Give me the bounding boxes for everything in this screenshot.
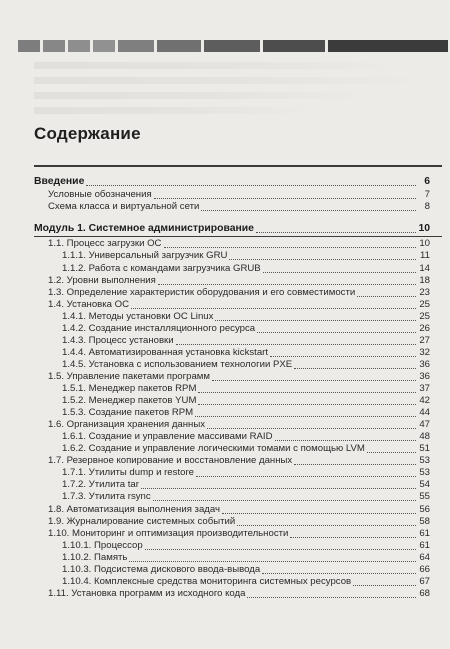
toc-leader-dots xyxy=(353,576,416,586)
toc-page-number: 32 xyxy=(419,346,430,358)
title-rule xyxy=(34,165,442,167)
toc-entry[interactable] xyxy=(0,371,450,383)
toc-leader-dots xyxy=(196,467,416,477)
toc-entry[interactable] xyxy=(0,419,450,431)
toc-entry-title: 1.7.1. Утилиты dump и restore xyxy=(62,467,194,479)
toc-page-number: 48 xyxy=(419,431,430,443)
toc-entry-title: 1.4.3. Процесс установки xyxy=(62,334,174,346)
toc-leader-dots xyxy=(207,419,416,429)
header-bar-segment xyxy=(263,40,325,52)
toc-page-number: 53 xyxy=(419,455,430,467)
toc-page-number: 7 xyxy=(424,188,430,200)
toc-entry-title: 1.1.1. Универсальный загрузчик GRU xyxy=(62,250,228,262)
toc-entry[interactable] xyxy=(0,299,450,311)
toc-entry-title: 1.4.5. Установка с использованием технологии PXE xyxy=(62,358,293,370)
header-bar-segment xyxy=(68,40,90,52)
module-rule xyxy=(34,236,442,238)
header-bar-segment xyxy=(204,40,260,52)
toc-leader-dots xyxy=(212,371,416,381)
toc-entry[interactable] xyxy=(0,455,450,467)
toc-leader-dots xyxy=(294,455,416,465)
toc-page-number: 61 xyxy=(419,539,430,551)
toc-leader-dots xyxy=(263,263,416,273)
toc-page-number: 14 xyxy=(419,262,430,274)
toc-leader-dots xyxy=(141,479,416,489)
toc-entry[interactable] xyxy=(0,323,450,335)
toc-page-number: 26 xyxy=(419,322,430,334)
header-decorative-bar xyxy=(18,40,450,52)
toc-page-number: 36 xyxy=(419,370,430,382)
toc-entry-title: 1.5.3. Создание пакетов RPM xyxy=(62,407,194,419)
toc-leader-dots xyxy=(256,223,416,233)
toc-page-number: 42 xyxy=(419,395,430,407)
toc-page-number: 25 xyxy=(419,310,430,322)
toc-entry-title: 1.5. Управление пакетами программ xyxy=(48,370,210,382)
toc-leader-dots xyxy=(262,564,416,574)
toc-entry-title: 1.1. Процесс загрузки ОС xyxy=(48,238,162,250)
toc-entry[interactable] xyxy=(0,238,450,250)
toc-page-number: 25 xyxy=(419,298,430,310)
toc-page-number: 23 xyxy=(419,286,430,298)
toc-page-number: 37 xyxy=(419,383,430,394)
header-bar-segment xyxy=(328,40,448,52)
toc-entry-title: 1.4.1. Методы установки ОС Linux xyxy=(62,310,214,322)
toc-section-row[interactable] xyxy=(0,176,450,188)
toc-leader-dots xyxy=(222,504,416,514)
toc-entry-title: 1.6. Организация хранения данных xyxy=(48,419,206,431)
toc-entry[interactable] xyxy=(0,311,450,323)
toc-entry-title: 1.7.3. Утилита rsync xyxy=(62,491,151,503)
toc-leader-dots xyxy=(86,176,416,186)
toc-entry[interactable] xyxy=(0,189,450,201)
toc-section-title: Модуль 1. Системное администрирование xyxy=(34,222,254,234)
toc-leader-dots xyxy=(129,552,416,562)
toc-entry-title: 1.1.2. Работа с командами загрузчика GRUB xyxy=(62,262,261,274)
toc-entry[interactable] xyxy=(0,491,450,503)
toc-entry[interactable] xyxy=(0,347,450,359)
toc-entry-title: 1.11. Установка программ из исходного кода xyxy=(48,587,246,599)
toc-leader-dots xyxy=(215,311,416,321)
toc-leader-dots xyxy=(198,383,416,393)
toc-entry[interactable] xyxy=(0,359,450,371)
toc-entry[interactable] xyxy=(0,564,450,576)
header-bar-segment xyxy=(118,40,154,52)
toc-page-number: 10 xyxy=(419,238,430,250)
toc-entry[interactable] xyxy=(0,275,450,287)
toc-entry-title: 1.10.3. Подсистема дискового ввода-вывода xyxy=(62,563,261,575)
toc-leader-dots xyxy=(164,238,417,248)
toc-entry-title: 1.3. Определение характеристик оборудования и его совместимости xyxy=(48,286,356,298)
toc-section-row[interactable] xyxy=(0,223,450,235)
toc-leader-dots xyxy=(275,431,416,441)
toc-entry[interactable] xyxy=(0,395,450,407)
toc-page-number: 8 xyxy=(424,200,430,212)
toc-entry[interactable] xyxy=(0,479,450,491)
toc-entry-title: 1.10. Мониторинг и оптимизация производительности xyxy=(48,527,289,539)
toc-entry-title: Схема класса и виртуальной сети xyxy=(48,200,200,212)
toc-page-number: 64 xyxy=(419,551,430,563)
toc-leader-dots xyxy=(153,491,416,501)
header-bar-segment xyxy=(93,40,115,52)
toc-page-number: 61 xyxy=(419,527,430,539)
header-bar-segment xyxy=(157,40,201,52)
toc-entry[interactable] xyxy=(0,287,450,299)
toc-entry-title: Условные обозначения xyxy=(48,188,152,200)
toc-entry-title: 1.10.2. Память xyxy=(62,551,128,563)
toc-entry-title: 1.5.2. Менеджер пакетов YUM xyxy=(62,395,197,407)
toc-page-number: 51 xyxy=(419,443,430,455)
toc-leader-dots xyxy=(257,323,416,333)
toc-page-number: 44 xyxy=(419,407,430,419)
toc-leader-dots xyxy=(154,189,416,199)
toc-leader-dots xyxy=(237,516,416,526)
toc-leader-dots xyxy=(294,359,416,369)
toc-entry-title: 1.4.2. Создание инсталляционного ресурса xyxy=(62,322,256,334)
bleed-through-text xyxy=(34,62,430,124)
toc-entry-title: 1.10.4. Комплексные средства мониторинга системных ресурсов xyxy=(62,575,352,587)
toc-entry[interactable] xyxy=(0,588,450,600)
toc-leader-dots xyxy=(290,528,416,538)
toc-leader-dots xyxy=(367,443,416,453)
toc-page-number: 58 xyxy=(419,515,430,527)
toc-entry-title: 1.6.1. Создание и управление массивами RAID xyxy=(62,431,273,443)
toc-leader-dots xyxy=(247,588,416,598)
toc-leader-dots xyxy=(158,275,416,285)
toc-page-number: 47 xyxy=(419,419,430,431)
toc-page-number: 55 xyxy=(419,491,430,503)
toc-entry-title: 1.6.2. Создание и управление логическими томами с помощью LVM xyxy=(62,443,365,455)
toc-leader-dots xyxy=(201,201,416,211)
toc-entry[interactable] xyxy=(0,516,450,528)
toc-page-number: 68 xyxy=(419,587,430,599)
toc-page-number: 6 xyxy=(424,176,430,187)
toc-entry[interactable] xyxy=(0,263,450,275)
toc-page-number: 10 xyxy=(418,222,430,234)
header-bar-segment xyxy=(43,40,65,52)
toc-entry[interactable] xyxy=(0,552,450,564)
toc-leader-dots xyxy=(229,250,416,260)
toc-entry-title: 1.8. Автоматизация выполнения задач xyxy=(48,503,221,515)
toc-leader-dots xyxy=(131,299,416,309)
header-bar-segment xyxy=(18,40,40,52)
toc-entry-title: 1.4.4. Автоматизированная установка kickstart xyxy=(62,346,269,358)
toc-leader-dots xyxy=(270,347,416,357)
toc-entry-title: 1.2. Уровни выполнения xyxy=(48,274,156,286)
toc-page-number: 53 xyxy=(419,467,430,479)
page-title: Содержание xyxy=(34,124,141,143)
toc-entry[interactable] xyxy=(0,540,450,552)
toc-entry[interactable] xyxy=(0,504,450,516)
toc-entry[interactable] xyxy=(0,407,450,419)
toc-entry-title: 1.7.2. Утилита tar xyxy=(62,479,139,491)
toc-page-number: 67 xyxy=(419,575,430,587)
toc-leader-dots xyxy=(357,287,416,297)
toc-entry[interactable] xyxy=(0,201,450,213)
toc-entry-title: 1.7. Резервное копирование и восстановление данных xyxy=(48,455,293,467)
toc-page-number: 18 xyxy=(419,274,430,286)
toc-entry-title: 1.9. Журналирование системных событий xyxy=(48,515,236,527)
toc-entry[interactable] xyxy=(0,335,450,347)
toc-page-number: 36 xyxy=(419,358,430,370)
toc-page-number: 11 xyxy=(420,250,430,262)
toc-entry[interactable] xyxy=(0,431,450,443)
toc-page-number: 56 xyxy=(419,503,430,515)
toc-entry[interactable] xyxy=(0,383,450,395)
toc-leader-dots xyxy=(198,395,416,405)
toc-section-title: Введение xyxy=(34,176,85,187)
toc-entry-title: 1.10.1. Процессор xyxy=(62,539,143,551)
toc-page-number: 54 xyxy=(419,479,430,491)
toc-leader-dots xyxy=(176,335,416,345)
toc-leader-dots xyxy=(195,407,416,417)
toc-page-number: 66 xyxy=(419,563,430,575)
toc-entry[interactable] xyxy=(0,250,450,262)
toc-entry[interactable] xyxy=(0,443,450,455)
toc-leader-dots xyxy=(145,540,416,550)
toc-entry-title: 1.5.1. Менеджер пакетов RPM xyxy=(62,383,197,394)
toc-page-number: 27 xyxy=(419,334,430,346)
toc-entry[interactable] xyxy=(0,467,450,479)
toc-entry-title: 1.4. Установка ОС xyxy=(48,298,130,310)
toc-entry[interactable] xyxy=(0,576,450,588)
toc-entry[interactable] xyxy=(0,528,450,540)
